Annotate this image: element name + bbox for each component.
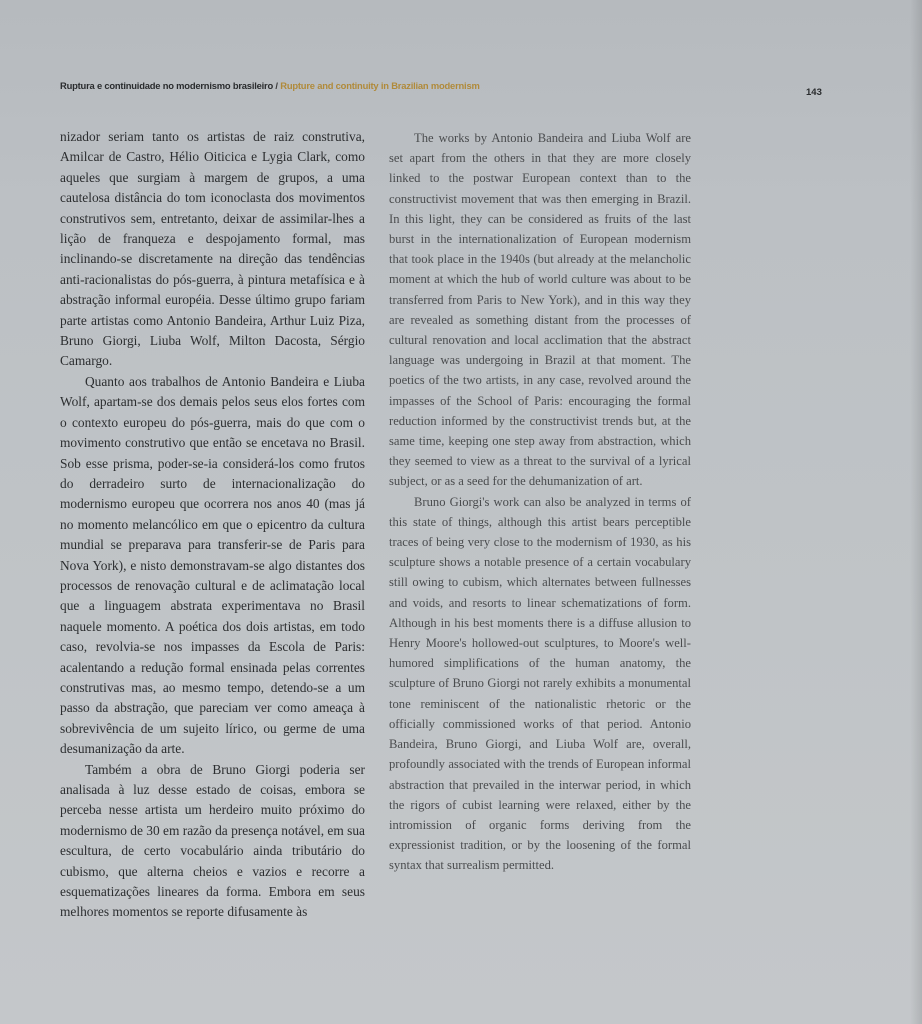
pt-paragraph-1: nizador seriam tanto os artistas de raiz construtiva, Amilcar de Castro, Hélio Oiticica e Lygia Clark, como aqueles que surgiam à margem de grupos, a uma cautelosa distância do tom iconoclasta dos movimentos construtivos sem, entretanto, deixar de assimilar-lhes a lição de franqueza e despojamento formal, mas inclinando-se discretamente na direção das tendências anti-racionalistas do pós-guerra, à pintura metafísica e à abstração informal européia. Desse último grupo fariam parte artistas como Antonio Bandeira, Arthur Luiz Piza, Bruno Giorgi, Liuba Wolf, Milton Dacosta, Sérgio Camargo. [60, 129, 365, 369]
en-paragraph-2: Bruno Giorgi's work can also be analyzed in terms of this state of things, although this artist bears perceptible traces of being very close to the modernism of 1930, as his sculpture shows a notable presence of a certain vocabulary still owing to cubism, which alternates between fullnesses and voids, and resorts to linear schematizations of form. Although in his best moments there is a diffuse allusion to Henry Moore's hollowed-out sculptures, to Moore's well-humored simplifications of the human anatomy, the sculpture of Bruno Giorgi not rarely exhibits a monumental tone reminiscent of the nationalistic rhetoric or the officially commissioned works of that period. Antonio Bandeira, Bruno Giorgi, and Liuba Wolf are, overall, profoundly associated with the trends of European informal abstraction that prevailed in the interwar period, in which the rigors of cubist learning were relaxed, either by the intromission of organic forms deriving from the expressionist tradition, or by the loosening of the formal syntax that surrealism permitted. [389, 494, 691, 873]
english-text-column [389, 128, 691, 876]
page-number: 143 [806, 87, 822, 98]
running-head-title-pt: Ruptura e continuidade no modernismo brasileiro [60, 80, 274, 91]
en-paragraph-1: The works by Antonio Bandeira and Liuba Wolf are set apart from the others in that they are more closely linked to the postwar European context than to the constructivist movement that was then emerging in Brazil. In this light, they can be considered as fruits of the last burst in the internationalization of European modernism that took place in the 1940s (but already at the melancholic moment at which the hub of world culture was about to be transferred from Paris to New York), and in this way they are revealed as something distant from the processes of cultural renovation and local acclimation that the abstract language was undergoing in Brazil at that moment. The poetics of the two artists, in any case, revolved around the impasses of the School of Paris: encouraging the formal reduction informed by the constructivist trends but, at the same time, keeping one step away from abstraction, which they seemed to view as a threat to the survival of a lyrical subject, or as a seed for the dehumanization of art. [389, 131, 691, 489]
running-head [60, 80, 760, 91]
pt-paragraph-2: Quanto aos trabalhos de Antonio Bandeira e Liuba Wolf, apartam-se dos demais pelos seus elos fortes com o contexto europeu do pós-guerra, mais do que com o movimento construtivo que então se encetava no Brasil. Sob esse prisma, poder-se-ia considerá-los como frutos do derradeiro surto de internacionalização do modernismo europeu que ocorrera nos anos 40 (mas já no momento melancólico em que o epicentro da cultura mundial se preparava para transferir-se de Paris para Nova York), e nisto demonstravam-se algo distantes dos processos de renovação cultural e de aclimatação local que a linguagem abstrata experimentava no Brasil naquele momento. A poética dos dois artistas, em todo caso, revolvia-se nos impasses da Escola de Paris: acalentando a redução formal ensinada pelas correntes construtivas mas, ao mesmo tempo, detendo-se a um passo da abstração, que pareciam ver como ameaça à sobrevivência de um sujeito lírico, ou germe de uma desumanização da arte. [60, 373, 365, 757]
running-head-title-en: Rupture and continuity in Brazilian modernism [280, 80, 480, 91]
portuguese-text-column [60, 127, 365, 923]
running-head-separator: / [273, 80, 281, 91]
page-edge-shadow [910, 0, 922, 1024]
pt-paragraph-3: Também a obra de Bruno Giorgi poderia ser analisada à luz desse estado de coisas, embora se perceba nesse artista um herdeiro muito próximo do modernismo de 30 em razão da presença notável, em sua escultura, de certo vocabulário ainda tributário do cubismo, que alterna cheios e vazios e recorre a esquematizações lineares da forma. Embora em seus melhores momentos se reporte difusamente às [60, 761, 365, 920]
